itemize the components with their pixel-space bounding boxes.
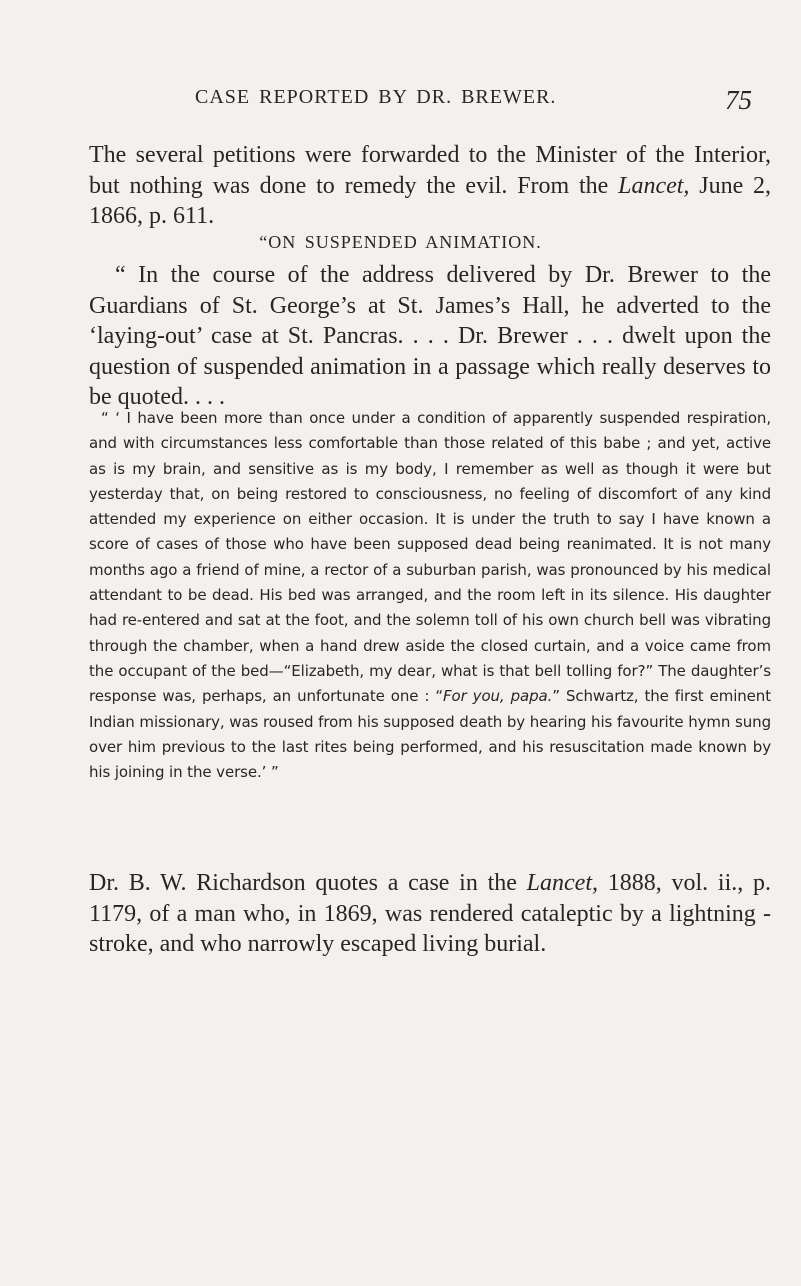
paragraph-1-text-b: June 2, 1866, p. 611. [89,172,771,229]
quote-text-a: “ ‘ I have been more than once under a condition of apparently suspended respiration, and with circumstances less comfortable than those related of this babe ; and yet, active as is my brain, and sensitive as is my body, I remember as well as though it were but yesterday that, on being restored to consciousness, no feeling of discomfort of any kind attended my experience on either occasion. It is under the truth to say I have known a score of cases of those who have been supposed dead being reanimated. It is not many months ago a friend of mine, a rector of a suburban parish, was pronounced by his medical attendant to be dead. His bed was arranged, and the room left in its silence. His daughter had re-entered and sat at the foot, and the solemn toll of his own church bell was vibrating through the chamber, when a hand drew aside the closed curtain, and a voice came from the occupant of the bed—“Elizabeth, my dear, what is that bell tolling for?” The daughter’s response was, perhaps, an unfortunate one : “ [89,409,771,706]
running-head: CASE REPORTED BY DR. BREWER. [195,86,557,108]
page-number: 75 [725,85,752,115]
block-quote [89,406,771,785]
paragraph-1 [89,140,771,232]
paragraph-1-source: Lancet, [618,172,690,199]
paragraph-3 [89,868,771,960]
quote-italic: For you, papa. [443,687,553,706]
paragraph-3-text-a: Dr. B. W. Richardson quotes a case in the [89,870,527,896]
paragraph-2: “ In the course of the address delivered by Dr. Brewer to the Guardians of St. George’s at St. James’s Hall, he adverted to the ‘laying-out’ case at St. Pancras. . . . Dr. Brewer . . . dwelt upon the question of suspended animation in a passage which really deserves to be quoted. . . . [89,262,771,410]
page-header [90,86,770,120]
paragraph-3-source: Lancet, [526,870,598,896]
paragraph-1-text-a: The several petitions were forwarded to the Minister of the Interior, but nothing was done to remedy the evil. From the [89,142,771,199]
paragraph-3-text-b: 1888, vol. ii., p. 1179, of a man who, in 1869, was rendered cataleptic by a lightning - stroke, and who narrowly escaped living burial. [89,870,771,957]
quote-text-b: ” Schwartz, the first eminent Indian missionary, was roused from his supposed death by hearing his favourite hymn sung over him previous to the last rites being performed, and his resuscitation made known by his joining in the verse.’ ” [89,687,771,782]
section-heading: “ON SUSPENDED ANIMATION. [259,232,542,252]
